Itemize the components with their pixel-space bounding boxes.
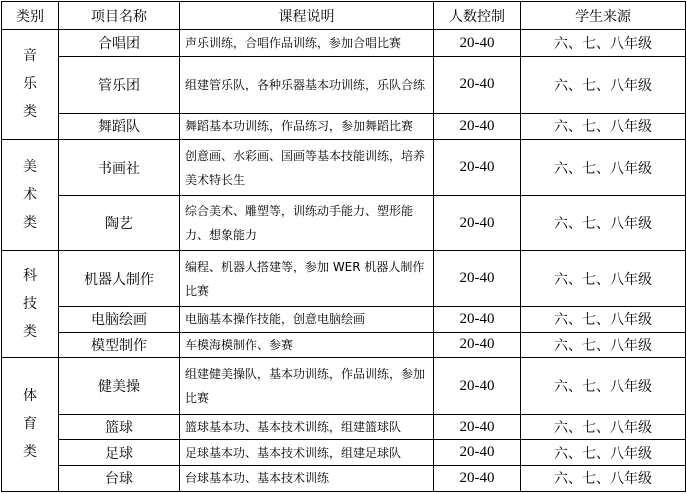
project-name-cell: 管乐团: [59, 57, 180, 113]
project-name-cell: 陶艺: [59, 196, 180, 250]
course-description-cell: 综合美术、雕塑等，训练动手能力、塑形能力、想象能力: [180, 196, 434, 250]
project-name-cell: 合唱团: [59, 30, 180, 57]
headcount-cell: 20-40: [434, 113, 521, 139]
table-row: [2, 357, 686, 414]
header-student-source: 学生来源: [521, 2, 686, 30]
course-description-cell: 声乐训练，合唱作品训练，参加合唱比赛: [180, 30, 434, 57]
category-cell: [2, 357, 59, 491]
table-row: [2, 332, 686, 357]
student-source-cell: 六、七、八年级: [521, 30, 686, 57]
table-row: [2, 440, 686, 465]
student-source-cell: 六、七、八年级: [521, 332, 686, 357]
project-name-cell: 舞蹈队: [59, 113, 180, 139]
table-row: [2, 139, 686, 195]
student-source-cell: 六、七、八年级: [521, 57, 686, 113]
header-project-name: 项目名称: [59, 2, 180, 30]
student-source-cell: 六、七、八年级: [521, 113, 686, 139]
course-description-cell: 组建健美操队，基本功训练，作品训练，参加比赛: [180, 357, 434, 414]
course-description-cell: 舞蹈基本功训练，作品练习，参加舞蹈比赛: [180, 113, 434, 139]
course-description-cell: 篮球基本功、基本技术训练，组建篮球队: [180, 415, 434, 440]
project-name-cell: 健美操: [59, 357, 180, 414]
project-name-cell: 电脑绘画: [59, 307, 180, 332]
project-name-cell: 机器人制作: [59, 250, 180, 306]
headcount-cell: 20-40: [434, 250, 521, 306]
course-description-cell: 组建管乐队，各种乐器基本功训练，乐队合练: [180, 57, 434, 113]
student-source-cell: 六、七、八年级: [521, 139, 686, 195]
category-cell: [2, 139, 59, 250]
table-body: [2, 30, 686, 492]
project-name-cell: 台球: [59, 465, 180, 491]
category-label: 体 育 类: [23, 388, 37, 461]
headcount-cell: 20-40: [434, 30, 521, 57]
student-source-cell: 六、七、八年级: [521, 357, 686, 414]
student-source-cell: 六、七、八年级: [521, 465, 686, 491]
headcount-cell: 20-40: [434, 307, 521, 332]
category-cell: [2, 250, 59, 357]
student-source-cell: 六、七、八年级: [521, 250, 686, 306]
student-source-cell: 六、七、八年级: [521, 196, 686, 250]
header-category: 类别: [2, 2, 59, 30]
category-label: 科 技 类: [23, 267, 37, 340]
headcount-cell: 20-40: [434, 332, 521, 357]
table-row: [2, 250, 686, 306]
category-label: 音 乐 类: [23, 48, 37, 121]
header-headcount: 人数控制: [434, 2, 521, 30]
project-name-cell: 模型制作: [59, 332, 180, 357]
course-description-cell: 车模海模制作、参赛: [180, 332, 434, 357]
course-table: [1, 1, 686, 492]
course-description-cell: 电脑基本操作技能，创意电脑绘画: [180, 307, 434, 332]
headcount-cell: 20-40: [434, 415, 521, 440]
table-row: [2, 465, 686, 491]
project-name-cell: 书画社: [59, 139, 180, 195]
headcount-cell: 20-40: [434, 196, 521, 250]
student-source-cell: 六、七、八年级: [521, 440, 686, 465]
headcount-cell: 20-40: [434, 465, 521, 491]
headcount-cell: 20-40: [434, 440, 521, 465]
category-label: 美 术 类: [23, 158, 37, 231]
category-cell: [2, 30, 59, 140]
student-source-cell: 六、七、八年级: [521, 415, 686, 440]
headcount-cell: 20-40: [434, 357, 521, 414]
headcount-cell: 20-40: [434, 57, 521, 113]
course-description-cell: 台球基本功、基本技术训练: [180, 465, 434, 491]
table-row: [2, 30, 686, 57]
table-row: [2, 415, 686, 440]
course-description-cell: 创意画、水彩画、国画等基本技能训练，培养美术特长生: [180, 139, 434, 195]
header-row: [2, 2, 686, 30]
headcount-cell: 20-40: [434, 139, 521, 195]
course-description-cell: 足球基本功、基本技术训练，组建足球队: [180, 440, 434, 465]
header-course-description: 课程说明: [180, 2, 434, 30]
table-row: [2, 307, 686, 332]
table-row: [2, 57, 686, 113]
table-row: [2, 196, 686, 250]
project-name-cell: 足球: [59, 440, 180, 465]
project-name-cell: 篮球: [59, 415, 180, 440]
student-source-cell: 六、七、八年级: [521, 307, 686, 332]
table-row: [2, 113, 686, 139]
course-description-cell: 编程、机器人搭建等，参加 WER 机器人制作比赛: [180, 250, 434, 306]
